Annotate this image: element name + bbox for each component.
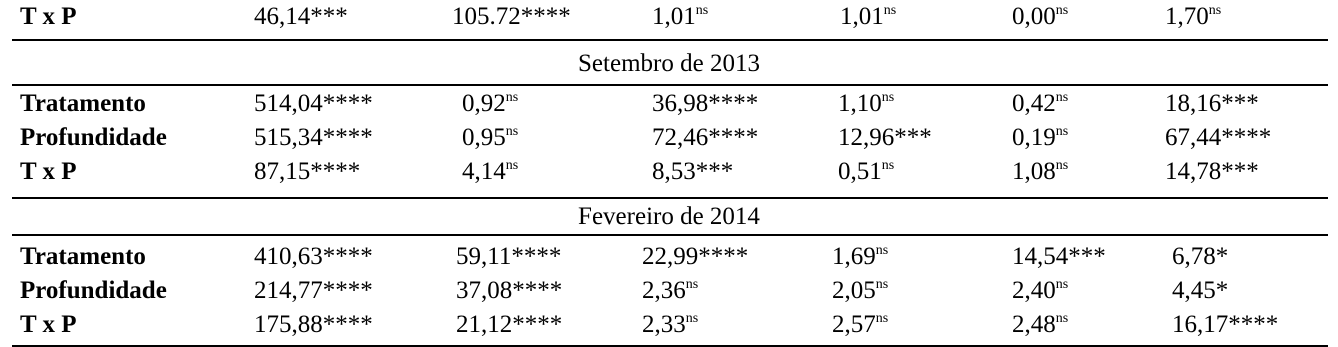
row-label: Tratamento xyxy=(20,243,146,270)
cell-value: 37,08**** xyxy=(456,277,563,304)
row-label: T x P xyxy=(20,3,77,30)
significance-superscript: ns xyxy=(505,90,519,105)
significance-superscript: ns xyxy=(1055,124,1069,139)
table-row xyxy=(0,240,1338,274)
cell-value: 4,14 xyxy=(462,158,506,185)
row-label: Tratamento xyxy=(20,90,146,117)
table-cell xyxy=(1165,155,1259,189)
table-cell xyxy=(462,121,518,155)
table-cell xyxy=(652,87,758,121)
significance-superscript: ns xyxy=(1055,311,1069,326)
row-label: Profundidade xyxy=(20,124,167,151)
table-rule xyxy=(12,345,1328,347)
table-cell xyxy=(642,274,698,308)
table-cell xyxy=(254,155,360,189)
table-row xyxy=(0,308,1338,342)
table-cell xyxy=(1165,87,1259,121)
table-cell xyxy=(1172,240,1228,274)
table-cell xyxy=(452,0,571,34)
table-cell xyxy=(838,155,894,189)
table-cell xyxy=(1172,274,1228,308)
table-cell xyxy=(254,87,373,121)
cell-value: 2,48 xyxy=(1012,311,1056,338)
table-cell xyxy=(456,274,562,308)
table-cell xyxy=(1012,308,1068,342)
cell-value: 14,54*** xyxy=(1012,243,1106,270)
cell-value: 2,05 xyxy=(832,277,876,304)
significance-superscript: ns xyxy=(685,311,699,326)
table-cell xyxy=(1012,121,1068,155)
table-cell xyxy=(1012,87,1068,121)
section-title: Fevereiro de 2014 xyxy=(578,203,760,230)
table-cell xyxy=(642,308,698,342)
table-cell xyxy=(1165,0,1221,34)
table-cell xyxy=(254,121,373,155)
table-cell xyxy=(462,87,518,121)
cell-value: 18,16*** xyxy=(1165,90,1259,117)
table-cell xyxy=(254,308,373,342)
significance-superscript: ns xyxy=(1055,158,1069,173)
significance-superscript: ns xyxy=(1055,3,1069,18)
significance-superscript: ns xyxy=(875,277,889,292)
cell-value: 6,78* xyxy=(1172,243,1229,270)
table-rule xyxy=(12,234,1328,236)
table-row xyxy=(0,121,1338,155)
table-cell xyxy=(1012,0,1068,34)
row-label: T x P xyxy=(20,311,77,338)
table-row xyxy=(0,274,1338,308)
cell-value: 22,99**** xyxy=(642,243,749,270)
cell-value: 214,77**** xyxy=(254,277,373,304)
significance-superscript: ns xyxy=(1055,90,1069,105)
table-cell xyxy=(832,240,888,274)
cell-value: 0,92 xyxy=(462,90,506,117)
cell-value: 59,11**** xyxy=(456,243,562,270)
cell-value: 1,70 xyxy=(1165,3,1209,30)
cell-value: 72,46**** xyxy=(652,124,759,151)
cell-value: 8,53*** xyxy=(652,158,734,185)
cell-value: 1,10 xyxy=(838,90,882,117)
cell-value: 410,63**** xyxy=(254,243,373,270)
cell-value: 1,69 xyxy=(832,243,876,270)
table-cell xyxy=(1012,274,1068,308)
table-row xyxy=(0,87,1338,121)
cell-value: 0,19 xyxy=(1012,124,1056,151)
significance-superscript: ns xyxy=(685,277,699,292)
cell-value: 1,01 xyxy=(652,3,696,30)
cell-value: 36,98**** xyxy=(652,90,759,117)
row-label: T x P xyxy=(20,158,77,185)
table-cell xyxy=(462,155,518,189)
table-rule xyxy=(12,197,1328,199)
cell-value: 514,04**** xyxy=(254,90,373,117)
table-cell xyxy=(1165,121,1271,155)
table-row xyxy=(0,155,1338,189)
table-cell xyxy=(456,240,561,274)
significance-superscript: ns xyxy=(875,311,889,326)
significance-superscript: ns xyxy=(505,124,519,139)
cell-value: 175,88**** xyxy=(254,311,373,338)
significance-superscript: ns xyxy=(875,243,889,258)
cell-value: 67,44**** xyxy=(1165,124,1272,151)
significance-superscript: ns xyxy=(695,3,709,18)
table-cell xyxy=(254,274,373,308)
cell-value: 2,33 xyxy=(642,311,686,338)
cell-value: 0,95 xyxy=(462,124,506,151)
table-cell xyxy=(840,0,896,34)
table-cell xyxy=(642,240,748,274)
table-cell xyxy=(1012,155,1068,189)
table-rule xyxy=(12,84,1328,86)
significance-superscript: ns xyxy=(505,158,519,173)
significance-superscript: ns xyxy=(881,158,895,173)
table-cell xyxy=(456,308,562,342)
table-cell xyxy=(652,155,733,189)
cell-value: 0,00 xyxy=(1012,3,1056,30)
cell-value: 87,15**** xyxy=(254,158,361,185)
table-cell xyxy=(254,240,373,274)
cell-value: 4,45* xyxy=(1172,277,1229,304)
section-title: Setembro de 2013 xyxy=(578,50,760,77)
cell-value: 2,36 xyxy=(642,277,686,304)
row-label: Profundidade xyxy=(20,277,167,304)
table-rule xyxy=(12,39,1328,41)
table-cell xyxy=(254,0,348,34)
cell-value: 0,42 xyxy=(1012,90,1056,117)
table-cell xyxy=(838,121,932,155)
cell-value: 14,78*** xyxy=(1165,158,1259,185)
table-cell xyxy=(832,274,888,308)
table-row xyxy=(0,0,1338,34)
cell-value: 2,57 xyxy=(832,311,876,338)
cell-value: 46,14*** xyxy=(254,3,348,30)
cell-value: 515,34**** xyxy=(254,124,373,151)
cell-value: 0,51 xyxy=(838,158,882,185)
table-cell xyxy=(652,0,708,34)
cell-value: 21,12**** xyxy=(456,311,563,338)
table-cell xyxy=(838,87,894,121)
table-cell xyxy=(1012,240,1106,274)
cell-value: 2,40 xyxy=(1012,277,1056,304)
cell-value: 12,96*** xyxy=(838,124,932,151)
table-cell xyxy=(1172,308,1278,342)
significance-superscript: ns xyxy=(883,3,897,18)
significance-superscript: ns xyxy=(1208,3,1222,18)
table-cell xyxy=(832,308,888,342)
cell-value: 16,17**** xyxy=(1172,311,1279,338)
significance-superscript: ns xyxy=(1055,277,1069,292)
table-cell xyxy=(652,121,758,155)
cell-value: 1,08 xyxy=(1012,158,1056,185)
cell-value: 105.72**** xyxy=(452,3,571,30)
significance-superscript: ns xyxy=(881,90,895,105)
cell-value: 1,01 xyxy=(840,3,884,30)
